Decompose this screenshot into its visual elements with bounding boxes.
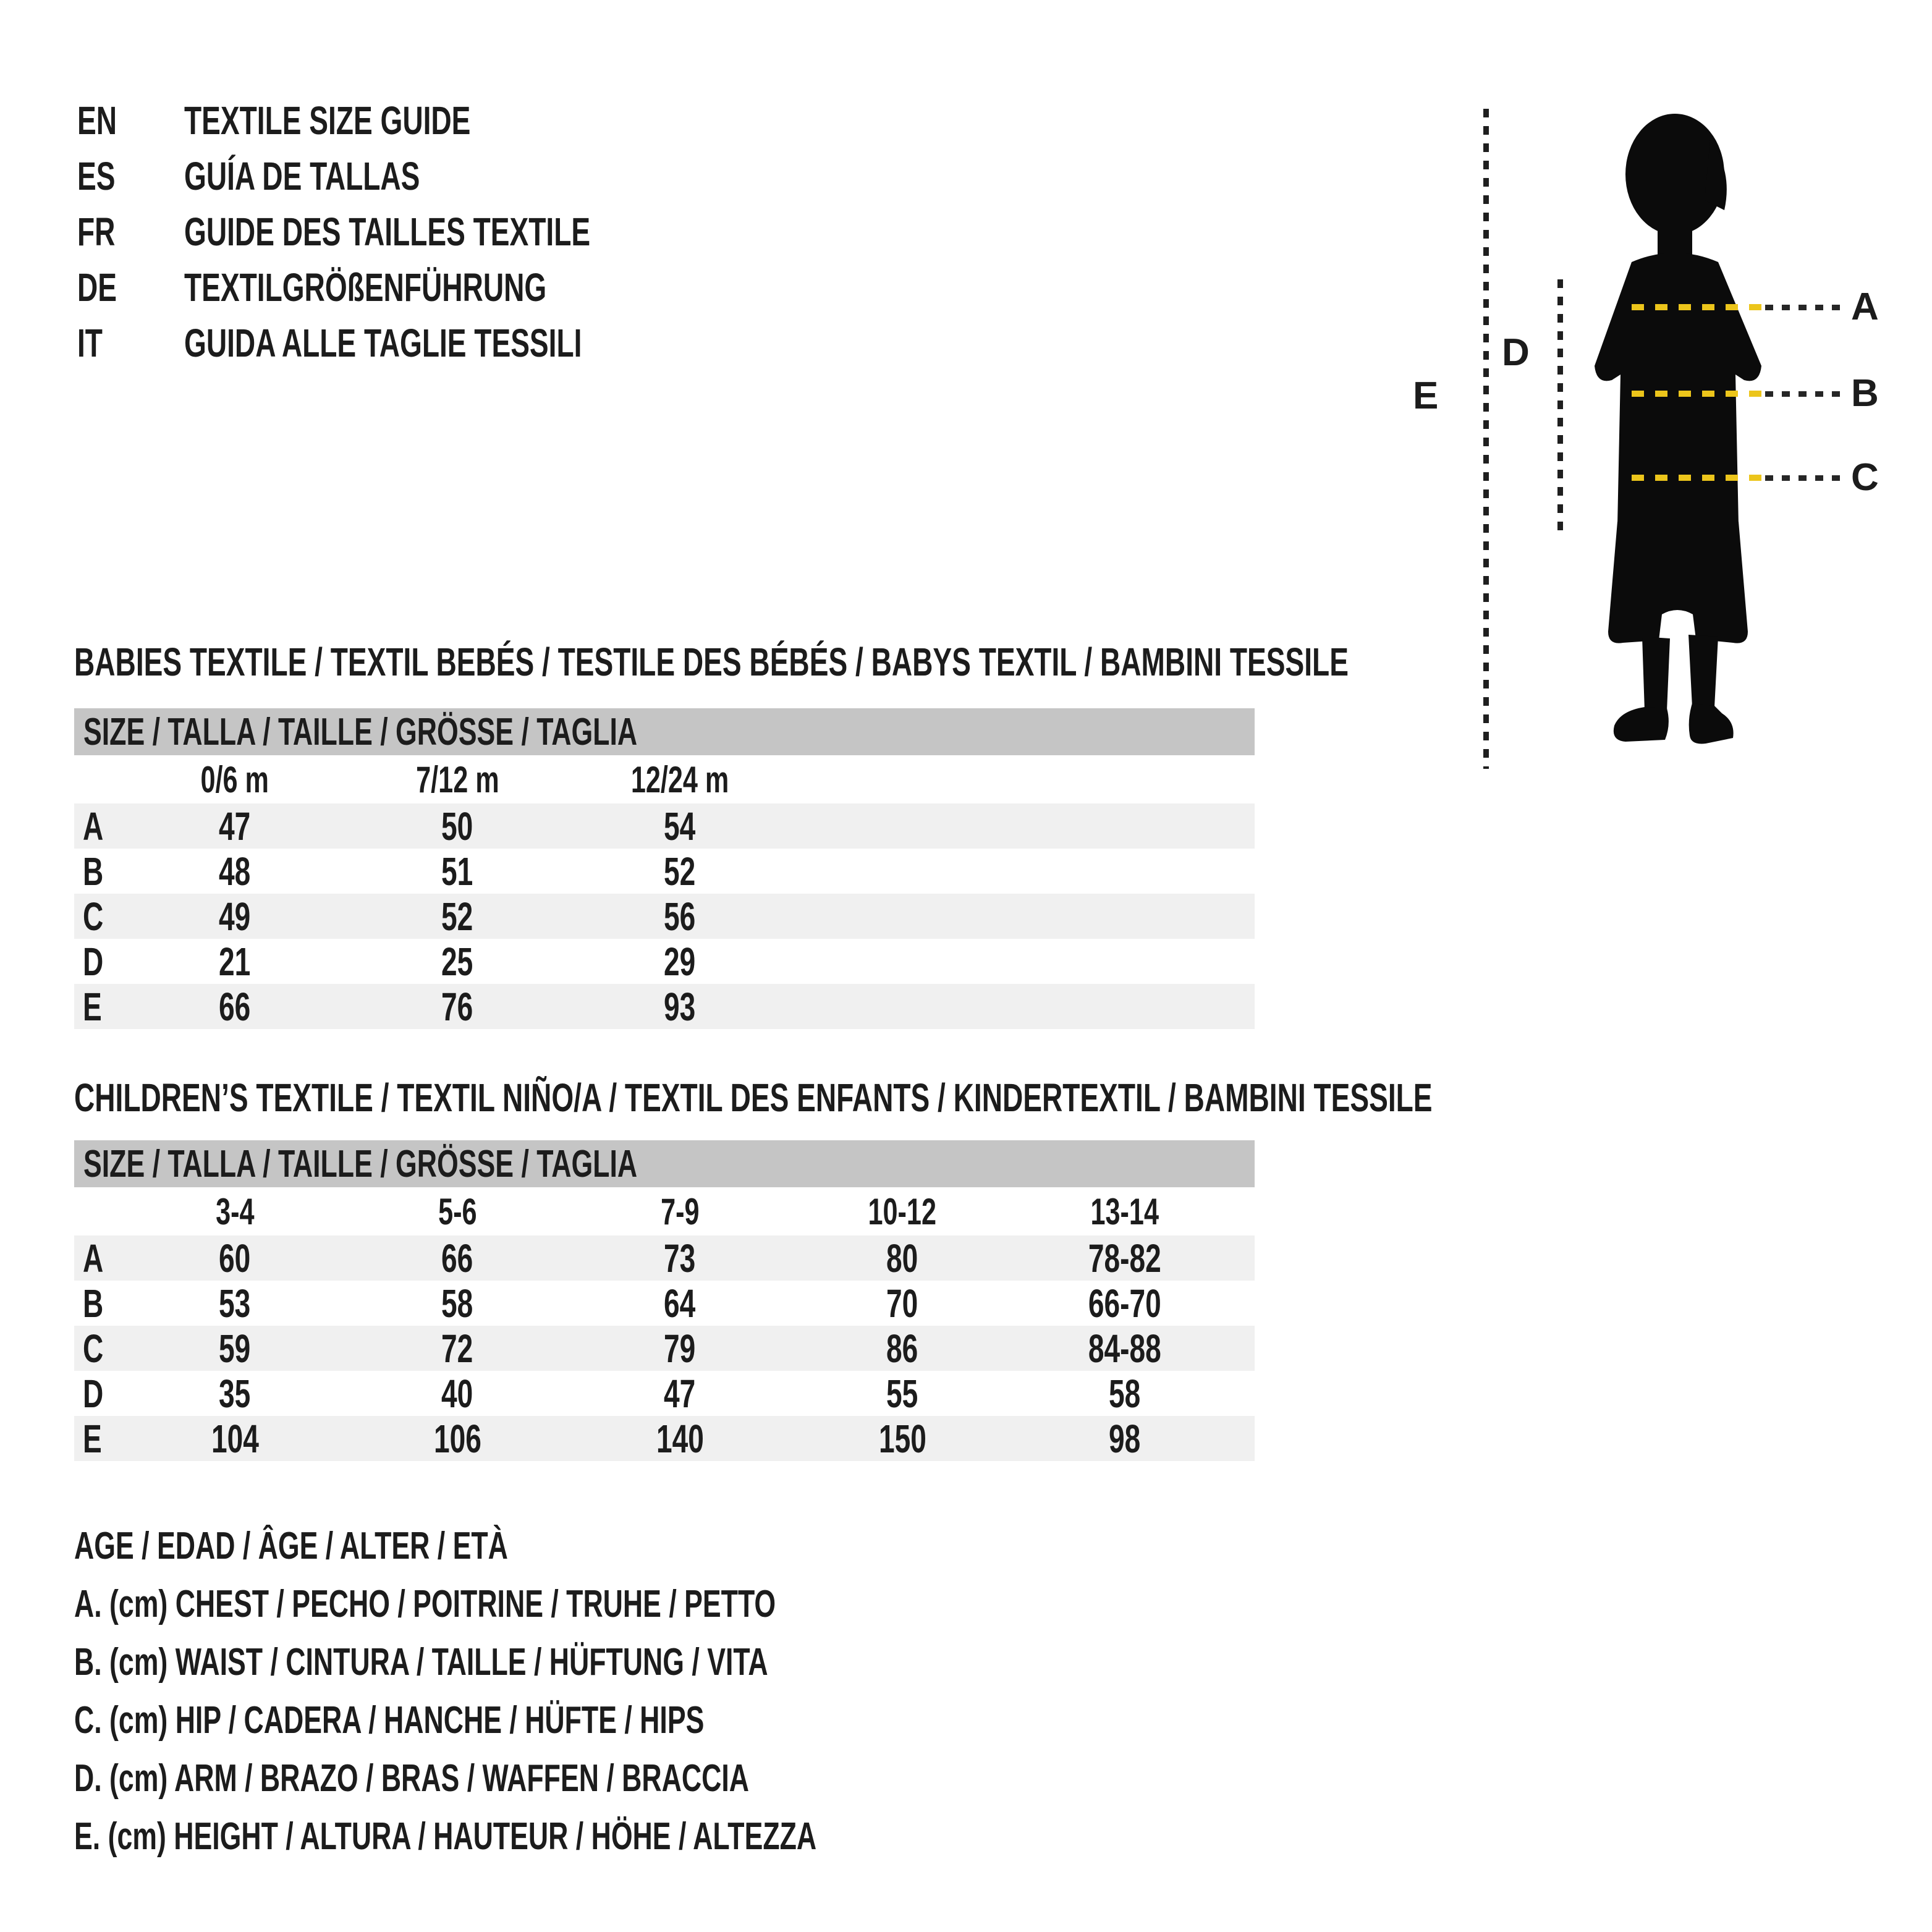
- chest-measure-dashes-yellow: [1632, 304, 1761, 310]
- language-code: EN: [77, 98, 117, 143]
- figure-label-e: E: [1413, 375, 1439, 417]
- children-col-7-9: 7-9: [660, 1190, 700, 1232]
- children-col-10-12: 10-12: [868, 1190, 937, 1232]
- row-label: B: [83, 1281, 104, 1326]
- value: 86: [886, 1326, 918, 1371]
- measurement-legend: [74, 1517, 1105, 1866]
- row-label: A: [83, 1236, 104, 1281]
- children-row-a: [74, 1235, 1255, 1281]
- children-row-d: [74, 1371, 1255, 1416]
- babies-col-0-6m: 0/6 m: [200, 758, 269, 800]
- value: 78-82: [1088, 1236, 1161, 1281]
- value: 51: [441, 849, 473, 894]
- value: 52: [664, 849, 696, 894]
- value: 58: [441, 1281, 473, 1326]
- value: 48: [219, 849, 251, 894]
- babies-size-table: [74, 708, 1255, 1029]
- language-row-es: [77, 148, 748, 204]
- legend-b-waist: B. (cm) WAIST / CINTURA / TAILLE / HÜFTUNG / VITA: [74, 1641, 768, 1684]
- row-label: D: [83, 1371, 104, 1416]
- babies-row-c: [74, 894, 1255, 939]
- value: 59: [219, 1326, 251, 1371]
- value: 70: [886, 1281, 918, 1326]
- waist-measure-dashes-yellow: [1632, 391, 1761, 397]
- legend-c-hip: C. (cm) HIP / CADERA / HANCHE / HÜFTE / HIPS: [74, 1699, 705, 1742]
- children-size-table: [74, 1140, 1255, 1461]
- row-label: C: [83, 1326, 104, 1371]
- children-table-title: CHILDREN’S TEXTILE / TEXTIL NIÑO/A / TEXTIL DES ENFANTS / KINDERTEXTIL / BAMBINI TESSILE: [74, 1075, 1433, 1120]
- children-row-c: [74, 1326, 1255, 1371]
- value: 54: [664, 804, 696, 849]
- value: 66: [441, 1236, 473, 1281]
- language-row-en: [77, 93, 748, 148]
- value: 35: [219, 1371, 251, 1416]
- hip-measure-dashes-dark: [1765, 475, 1845, 481]
- value: 106: [433, 1417, 481, 1461]
- value: 80: [886, 1236, 918, 1281]
- value: 72: [441, 1326, 473, 1371]
- babies-row-a: [74, 803, 1255, 849]
- figure-label-c: C: [1851, 456, 1879, 499]
- babies-col-12-24m: 12/24 m: [630, 758, 729, 800]
- babies-table-title: BABIES TEXTILE / TEXTIL BEBÉS / TESTILE DES BÉBÉS / BABYS TEXTIL / BAMBINI TESSILE: [74, 640, 1349, 684]
- babies-row-d: [74, 939, 1255, 984]
- legend-d-arm: D. (cm) ARM / BRAZO / BRAS / WAFFEN / BRACCIA: [74, 1757, 750, 1800]
- value: 66: [219, 985, 251, 1029]
- figure-label-d: D: [1502, 331, 1530, 374]
- value: 60: [219, 1236, 251, 1281]
- children-columns-row: [74, 1187, 1255, 1235]
- row-label: E: [83, 1417, 102, 1461]
- children-col-5-6: 5-6: [438, 1190, 477, 1232]
- guide-title-fr: GUIDE DES TAILLES TEXTILE: [184, 210, 590, 254]
- value: 25: [441, 939, 473, 984]
- guide-title-en: TEXTILE SIZE GUIDE: [184, 98, 471, 143]
- value: 56: [664, 894, 696, 939]
- value: 140: [656, 1417, 704, 1461]
- value: 79: [664, 1326, 696, 1371]
- value: 84-88: [1088, 1326, 1161, 1371]
- language-code: IT: [77, 321, 103, 365]
- language-row-it: [77, 315, 748, 371]
- value: 64: [664, 1281, 696, 1326]
- value: 47: [219, 804, 251, 849]
- babies-row-b: [74, 849, 1255, 894]
- value: 76: [441, 985, 473, 1029]
- value: 73: [664, 1236, 696, 1281]
- legend-e-height: E. (cm) HEIGHT / ALTURA / HAUTEUR / HÖHE / ALTEZZA: [74, 1815, 817, 1858]
- guide-title-de: TEXTILGRÖßENFÜHRUNG: [184, 265, 546, 310]
- row-label: D: [83, 939, 104, 984]
- value: 98: [1109, 1417, 1141, 1461]
- value: 40: [441, 1371, 473, 1416]
- value: 29: [664, 939, 696, 984]
- babies-size-header-bar: [74, 708, 1255, 755]
- figure-label-b: B: [1851, 372, 1879, 415]
- value: 50: [441, 804, 473, 849]
- figure-label-a: A: [1851, 286, 1879, 328]
- waist-measure-dashes-dark: [1765, 391, 1845, 397]
- value: 150: [878, 1417, 926, 1461]
- row-label: C: [83, 894, 104, 939]
- value: 21: [219, 939, 251, 984]
- value: 58: [1109, 1371, 1141, 1416]
- size-header-label: SIZE / TALLA / TAILLE / GRÖSSE / TAGLIA: [83, 1142, 638, 1185]
- language-code: ES: [77, 154, 116, 198]
- value: 66-70: [1088, 1281, 1161, 1326]
- legend-age: AGE / EDAD / ÂGE / ALTER / ETÀ: [74, 1525, 508, 1567]
- row-label: A: [83, 804, 104, 849]
- value: 47: [664, 1371, 696, 1416]
- value: 49: [219, 894, 251, 939]
- value: 52: [441, 894, 473, 939]
- language-row-de: [77, 260, 748, 315]
- children-size-header-bar: [74, 1140, 1255, 1187]
- value: 55: [886, 1371, 918, 1416]
- legend-a-chest: A. (cm) CHEST / PECHO / POITRINE / TRUHE / PETTO: [74, 1583, 776, 1625]
- guide-title-es: GUÍA DE TALLAS: [184, 154, 420, 198]
- row-label: B: [83, 849, 104, 894]
- value: 53: [219, 1281, 251, 1326]
- babies-row-e: [74, 984, 1255, 1029]
- arm-measure-line-d: [1557, 279, 1563, 534]
- babies-col-7-12m: 7/12 m: [415, 758, 499, 800]
- language-title-list: [77, 93, 748, 371]
- children-row-e: [74, 1416, 1255, 1461]
- children-col-13-14: 13-14: [1090, 1190, 1159, 1232]
- hip-measure-dashes-yellow: [1632, 475, 1761, 481]
- chest-measure-dashes-dark: [1765, 305, 1845, 310]
- language-code: DE: [77, 265, 117, 310]
- language-code: FR: [77, 210, 116, 254]
- children-row-b: [74, 1281, 1255, 1326]
- children-col-3-4: 3-4: [215, 1190, 255, 1232]
- language-row-fr: [77, 204, 748, 260]
- guide-title-it: GUIDA ALLE TAGLIE TESSILI: [184, 321, 582, 365]
- value: 104: [211, 1417, 259, 1461]
- row-label: E: [83, 985, 102, 1029]
- size-header-label: SIZE / TALLA / TAILLE / GRÖSSE / TAGLIA: [83, 710, 638, 753]
- value: 93: [664, 985, 696, 1029]
- babies-columns-row: [74, 755, 1255, 803]
